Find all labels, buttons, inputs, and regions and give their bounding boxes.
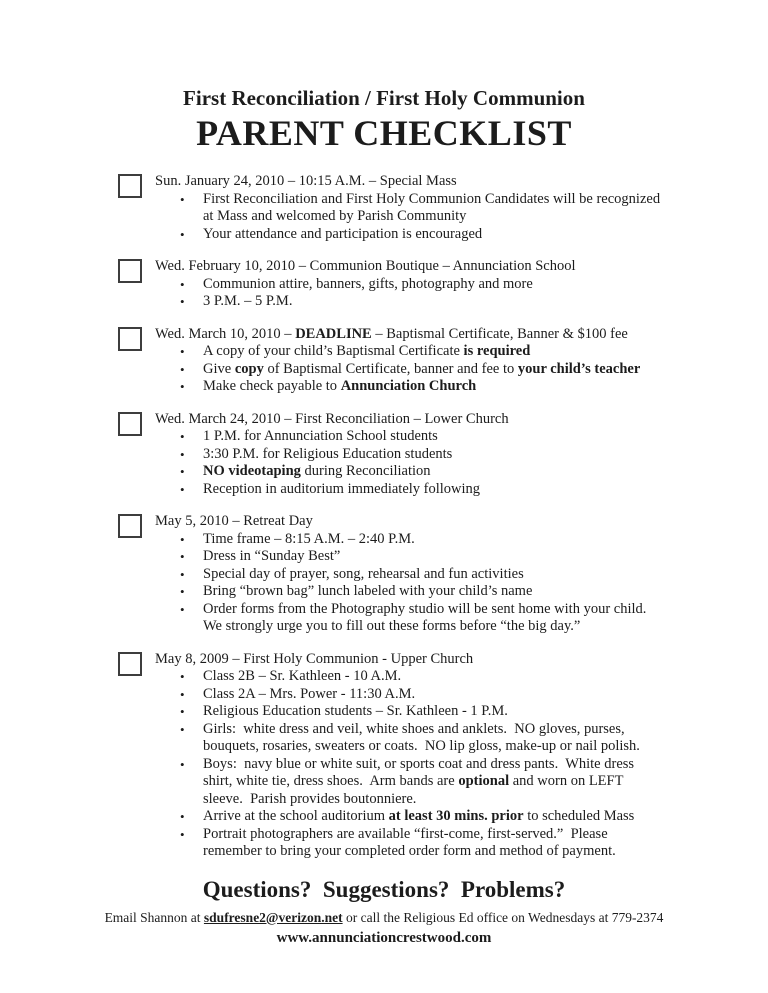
text-segment: is required <box>463 343 531 359</box>
item-header <box>155 651 662 669</box>
checklist-item <box>118 326 690 396</box>
bullet-dot-icon: • <box>180 481 185 497</box>
checklist-item <box>118 258 690 311</box>
text-segment: Religious Education students – Sr. Kathleen - 1 P.M. <box>203 703 508 719</box>
text-segment: Portrait photographers are available “first-come, first-served.” Please remember to bring your completed order form and method of payment. <box>203 825 616 859</box>
bullet-dot-icon: • <box>180 686 185 702</box>
text-segment: May 5, 2010 – Retreat Day <box>155 513 313 529</box>
text-segment: and worn on LEFT sleeve. Parish provides boutonniere. <box>203 773 627 807</box>
list-item <box>155 583 662 601</box>
bullet-text <box>203 721 662 756</box>
bullet-dot-icon: • <box>180 826 185 842</box>
bullet-text <box>203 531 662 549</box>
bullet-dot-icon: • <box>180 379 185 394</box>
bullet-dot-icon: • <box>180 809 185 824</box>
bullet-text <box>203 668 662 686</box>
bullet-list <box>155 343 662 396</box>
list-item <box>155 446 662 464</box>
list-item <box>155 481 662 499</box>
bullet-dot-icon: • <box>180 344 185 359</box>
bullet-text <box>203 703 662 721</box>
document-subtitle: First Reconciliation / First Holy Communion <box>183 86 585 110</box>
bullet-dot-icon: • <box>180 276 185 292</box>
text-segment: DEADLINE <box>295 325 372 342</box>
text-segment: Your attendance and participation is encouraged <box>203 225 483 242</box>
text-segment: Order forms from the Photography studio will be sent home with your child. We strongly urge you to fill out these forms before “the big day.” <box>203 600 650 634</box>
checklist-item <box>118 651 690 861</box>
text-segment: A copy of your child’s Baptismal Certificate <box>203 343 464 359</box>
checkbox[interactable] <box>118 652 142 676</box>
item-header <box>155 326 662 344</box>
list-item <box>155 601 662 636</box>
text-segment: Reception in auditorium immediately following <box>203 480 481 497</box>
checkbox[interactable] <box>118 174 142 198</box>
checklist <box>118 173 690 861</box>
bullet-dot-icon: • <box>180 191 185 207</box>
list-item <box>155 566 662 584</box>
bullet-list <box>155 531 662 636</box>
checklist-item <box>118 411 690 499</box>
text-segment: Girls: white dress and veil, white shoes and anklets. NO gloves, purses, bouquets, rosaries, sweaters or coats. NO lip gloss, make-up or nail polish. <box>203 720 640 754</box>
bullet-text <box>203 293 662 311</box>
list-item <box>155 548 662 566</box>
bullet-dot-icon: • <box>180 464 185 479</box>
text-segment: Time frame – 8:15 A.M. – 2:40 P.M. <box>203 530 415 547</box>
text-segment: Dress in “Sunday Best” <box>203 548 341 564</box>
text-segment: Special day of prayer, song, rehearsal and fun activities <box>203 565 524 582</box>
text-segment: May 8, 2009 – First Holy Communion - Upper Church <box>155 650 474 667</box>
text-segment: Make check payable to <box>203 378 341 394</box>
document-header <box>0 0 768 153</box>
email-link[interactable]: sdufresne2@verizon.net <box>203 909 343 925</box>
list-item <box>155 191 662 226</box>
bullet-dot-icon: • <box>180 549 185 564</box>
text-segment: Annunciation Church <box>340 378 477 394</box>
list-item <box>155 826 662 861</box>
text-segment: Boys: navy blue or white suit, or sports coat and dress pants. White dress shirt, white tie, dress shoes. Arm bands are <box>203 755 638 789</box>
text-segment: Wed. March 10, 2010 – <box>155 325 296 342</box>
checkbox[interactable] <box>118 327 142 351</box>
item-content <box>155 173 662 243</box>
item-content <box>155 411 662 499</box>
bullet-text <box>203 686 662 704</box>
text-segment: Wed. March 24, 2010 – First Reconciliation – Lower Church <box>155 410 509 427</box>
document-footer <box>0 876 768 947</box>
website-url: www.annunciationcrestwood.com <box>276 929 492 946</box>
bullet-list <box>155 668 662 861</box>
item-header <box>155 258 662 276</box>
checklist-item <box>118 513 690 636</box>
bullet-text <box>203 826 662 861</box>
bullet-text <box>203 226 662 244</box>
text-segment: 3:30 P.M. for Religious Education students <box>203 445 453 462</box>
text-segment: Sun. January 24, 2010 – 10:15 A.M. – Special Mass <box>155 173 457 189</box>
bullet-dot-icon: • <box>180 429 185 444</box>
text-segment: – Baptismal Certificate, Banner & $100 fee <box>371 325 628 342</box>
item-content <box>155 513 662 636</box>
bullet-dot-icon: • <box>180 669 185 684</box>
text-segment: optional <box>458 773 510 789</box>
list-item <box>155 428 662 446</box>
text-segment: to scheduled Mass <box>523 808 635 824</box>
bullet-dot-icon: • <box>180 704 185 719</box>
bullet-text <box>203 428 662 446</box>
bullet-text <box>203 808 662 826</box>
item-content <box>155 258 662 311</box>
text-segment: Email Shannon at <box>104 909 204 925</box>
bullet-text <box>203 601 662 636</box>
checkbox[interactable] <box>118 259 142 283</box>
bullet-text <box>203 548 662 566</box>
bullet-dot-icon: • <box>180 584 185 599</box>
list-item <box>155 226 662 244</box>
bullet-dot-icon: • <box>180 361 185 377</box>
bullet-dot-icon: • <box>180 226 185 242</box>
bullet-dot-icon: • <box>180 294 185 309</box>
list-item <box>155 343 662 361</box>
bullet-text <box>203 481 662 499</box>
bullet-dot-icon: • <box>180 566 185 582</box>
item-header <box>155 173 662 191</box>
list-item <box>155 668 662 686</box>
item-content <box>155 326 662 396</box>
bullet-text <box>203 446 662 464</box>
page-title: PARENT CHECKLIST <box>196 113 572 153</box>
text-segment: of Baptismal Certificate, banner and fee to <box>263 360 518 377</box>
text-segment: at least 30 mins. prior <box>388 808 524 824</box>
list-item <box>155 808 662 826</box>
text-segment: Class 2A – Mrs. Power - 11:30 A.M. <box>203 685 416 702</box>
contact-line <box>0 910 768 926</box>
text-segment: 3 P.M. – 5 P.M. <box>203 293 293 309</box>
item-header <box>155 513 662 531</box>
text-segment: Bring “brown bag” lunch labeled with your child’s name <box>203 583 533 599</box>
bullet-dot-icon: • <box>180 721 185 737</box>
bullet-list <box>155 276 662 311</box>
bullet-text <box>203 463 662 481</box>
text-segment: your child’s teacher <box>517 360 641 377</box>
bullet-text <box>203 361 662 379</box>
list-item <box>155 293 662 311</box>
list-item <box>155 378 662 396</box>
list-item <box>155 756 662 809</box>
checklist-item <box>118 173 690 243</box>
list-item <box>155 531 662 549</box>
footer-heading: Questions? Suggestions? Problems? <box>202 876 566 902</box>
text-segment: or call the Religious Ed office on Wednesdays at 779-2374 <box>342 909 664 925</box>
list-item <box>155 361 662 379</box>
checkbox[interactable] <box>118 514 142 538</box>
text-segment: copy <box>234 360 264 377</box>
bullet-text <box>203 583 662 601</box>
list-item <box>155 703 662 721</box>
list-item <box>155 721 662 756</box>
bullet-text <box>203 756 662 809</box>
text-segment: NO videotaping <box>203 463 301 479</box>
bullet-dot-icon: • <box>180 531 185 547</box>
bullet-text <box>203 191 662 226</box>
text-segment: 1 P.M. for Annunciation School students <box>203 428 438 444</box>
list-item <box>155 463 662 481</box>
text-segment: Wed. February 10, 2010 – Communion Boutique – Annunciation School <box>155 258 576 274</box>
list-item <box>155 276 662 294</box>
bullet-list <box>155 191 662 244</box>
bullet-text <box>203 566 662 584</box>
text-segment: Communion attire, banners, gifts, photography and more <box>203 275 533 292</box>
text-segment: during Reconciliation <box>300 463 431 479</box>
bullet-dot-icon: • <box>180 756 185 772</box>
text-segment: Give <box>203 360 235 377</box>
item-header <box>155 411 662 429</box>
bullet-text <box>203 276 662 294</box>
text-segment: Class 2B – Sr. Kathleen - 10 A.M. <box>203 668 402 684</box>
item-content <box>155 651 662 861</box>
bullet-text <box>203 378 662 396</box>
checkbox[interactable] <box>118 412 142 436</box>
bullet-dot-icon: • <box>180 601 185 617</box>
text-segment: First Reconciliation and First Holy Communion Candidates will be recognized at Mass and welcomed by Parish Community <box>203 190 664 224</box>
bullet-dot-icon: • <box>180 446 185 462</box>
list-item <box>155 686 662 704</box>
bullet-text <box>203 343 662 361</box>
text-segment: Arrive at the school auditorium <box>203 808 389 824</box>
bullet-list <box>155 428 662 498</box>
